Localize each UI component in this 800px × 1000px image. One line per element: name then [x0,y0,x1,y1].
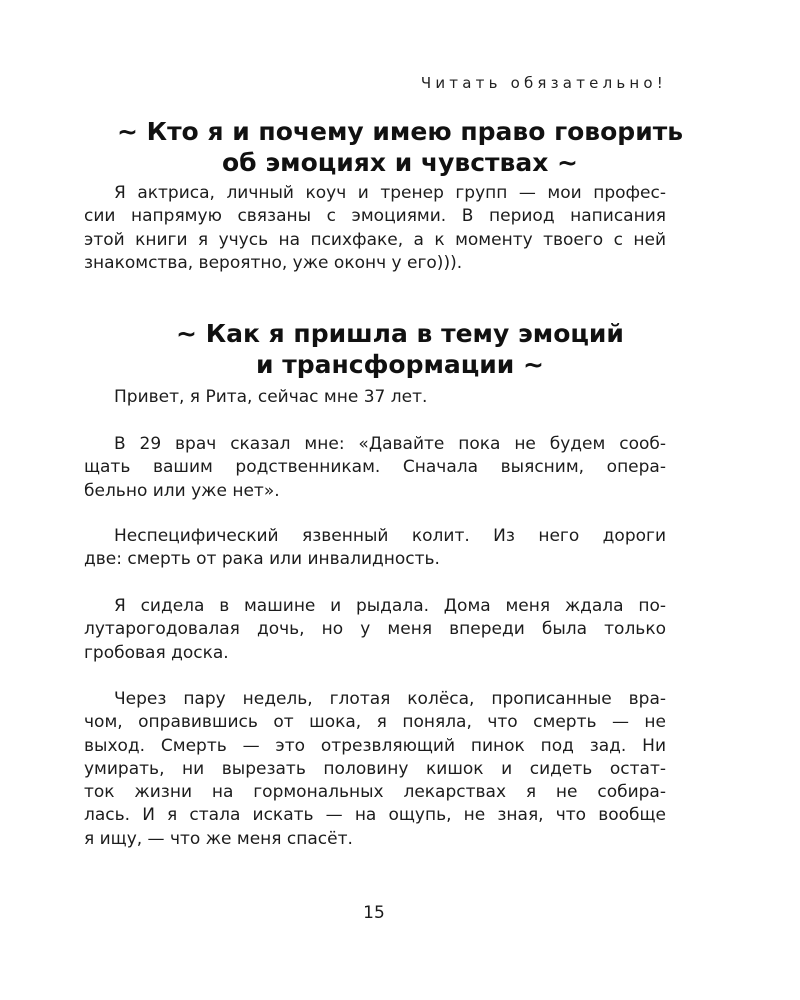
text-line: чом, оправившись от шока, я поняла, что смерть — не [84,712,666,733]
section-title-line: об эмоциях и чувствах ~ [222,148,578,177]
text-line: умирать, ни вырезать половину кишок и сидеть остат- [84,758,666,779]
text-line: Я актриса, личный коуч и тренер групп — мои профес- [114,183,666,203]
section-title-line: ~ Как я пришла в тему эмоций [176,319,624,348]
text-line: Я сидела в машине и рыдала. Дома меня ждала по- [114,596,666,616]
paragraph-car [84,595,666,665]
paragraph-doctor [84,433,666,503]
section-title-how-i-came [60,318,740,380]
text-line: ток жизни на гормональных лекарствах я не собира- [84,782,666,803]
section-title-line: и трансформации ~ [256,350,544,379]
section-title-who-am-i [60,116,740,178]
text-line: Привет, я Рита, сейчас мне 37 лет. [114,387,428,407]
paragraph-diagnosis [84,525,666,572]
text-line: сии напрямую связаны с эмоциями. В период написания [84,206,666,227]
text-line: Через пару недель, глотая колёса, прописанные вра- [114,689,666,709]
text-line: В 29 врач сказал мне: «Давайте пока не будем сооб- [114,434,666,454]
page-number: 15 [363,903,385,923]
text-line: этой книги я учусь на психфаке, а к моменту твоего с ней [84,229,666,250]
running-header: Читать обязательно! [420,74,667,92]
paragraph-greeting [84,386,666,409]
section-title-line: ~ Кто я и почему имею право говорить [116,117,684,146]
text-line: я ищу, — что же меня спасёт. [84,828,353,849]
text-line: две: смерть от рака или инвалидность. [84,549,440,570]
paragraph-about-author [84,182,666,275]
paragraph-search [84,688,666,851]
text-line: выход. Смерть — это отрезвляющий пинок под зад. Ни [84,735,666,756]
text-line: щать вашим родственникам. Сначала выясним, опера- [84,457,666,478]
text-line: бельно или уже нет». [84,480,280,501]
text-line: Неспецифический язвенный колит. Из него дороги [114,526,666,546]
text-line: лутарогодовалая дочь, но у меня впереди была только [84,619,666,640]
text-line: знакомства, вероятно, уже оконч у его))). [84,252,463,273]
text-line: лась. И я стала искать — на ощупь, не зная, что вообще [84,805,666,826]
text-line: гробовая доска. [84,642,229,663]
